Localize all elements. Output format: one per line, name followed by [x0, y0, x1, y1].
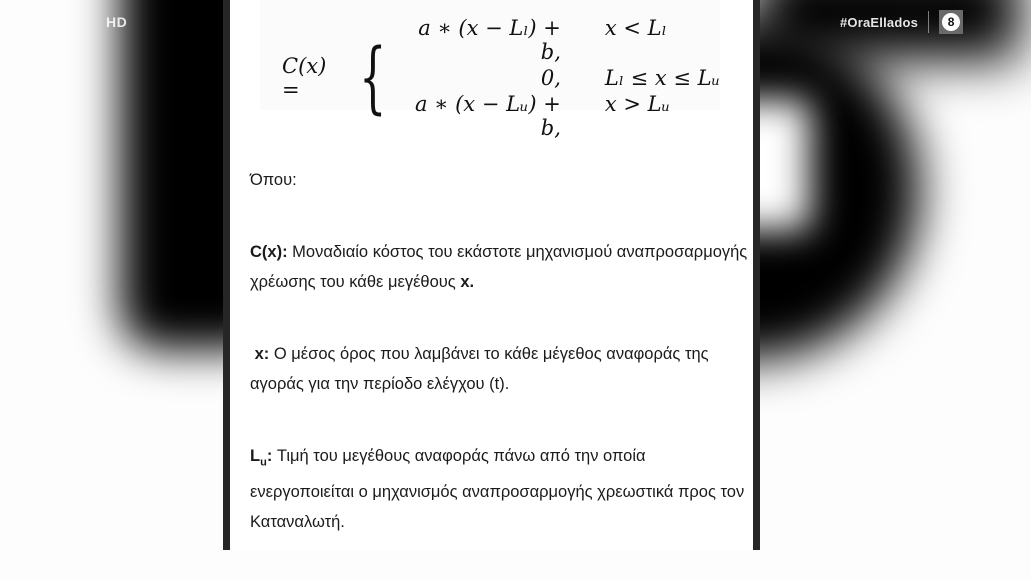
definition-term: C(x):	[250, 243, 288, 261]
document-body	[250, 165, 750, 579]
definition-term-trailing: x.	[460, 273, 475, 291]
definition-term: x:	[254, 345, 270, 363]
definition-cx	[250, 237, 750, 297]
document-panel	[223, 0, 760, 550]
hd-watermark: HD	[106, 14, 128, 30]
case-expression: a ∗ (x − Lᵤ) + b,	[414, 92, 561, 140]
channel-logo-icon	[939, 10, 963, 34]
broadcast-bug	[840, 10, 963, 34]
formula-cases	[392, 16, 720, 140]
definition-term-suffix: :	[266, 447, 273, 465]
case-expression: 0,	[540, 66, 561, 90]
definition-lu	[250, 441, 750, 537]
divider	[928, 11, 929, 33]
case-condition: Lₗ ≤ x ≤ Lᵤ	[604, 66, 720, 90]
formula-image	[260, 0, 720, 140]
formula-lhs: C(x) =	[282, 54, 327, 102]
definition-term-subscript: u	[260, 456, 267, 469]
definition-text: Μοναδιαίο κόστος του εκάστοτε μηχανισμού αναπροσαρμογής χρέωσης του κάθε μεγέθους	[250, 243, 748, 291]
brace-symbol: {	[359, 33, 387, 123]
definition-text: Τιμή του μεγέθους αναφοράς πάνω από την οποία ενεργοποιείται ο μηχανισμός αναπροσαρμογής χρεωστικά προς τον Καταναλωτή.	[250, 447, 745, 532]
case-expression: a ∗ (x − Lₗ) + b,	[418, 16, 561, 64]
hashtag-label: #OraEllados	[840, 14, 919, 30]
definition-x	[250, 339, 750, 399]
channel-number: 8	[942, 13, 960, 31]
piecewise-formula	[282, 16, 720, 140]
case-condition: x < Lₗ	[604, 16, 667, 40]
definition-text: Ο μέσος όρος που λαμβάνει το κάθε μέγεθος αναφοράς της αγοράς για την περίοδο ελέγχου (t).	[250, 345, 709, 393]
intro-text: Όπου:	[250, 171, 297, 189]
case-condition: x > Lᵤ	[604, 92, 671, 116]
definition-term: L	[250, 447, 261, 465]
